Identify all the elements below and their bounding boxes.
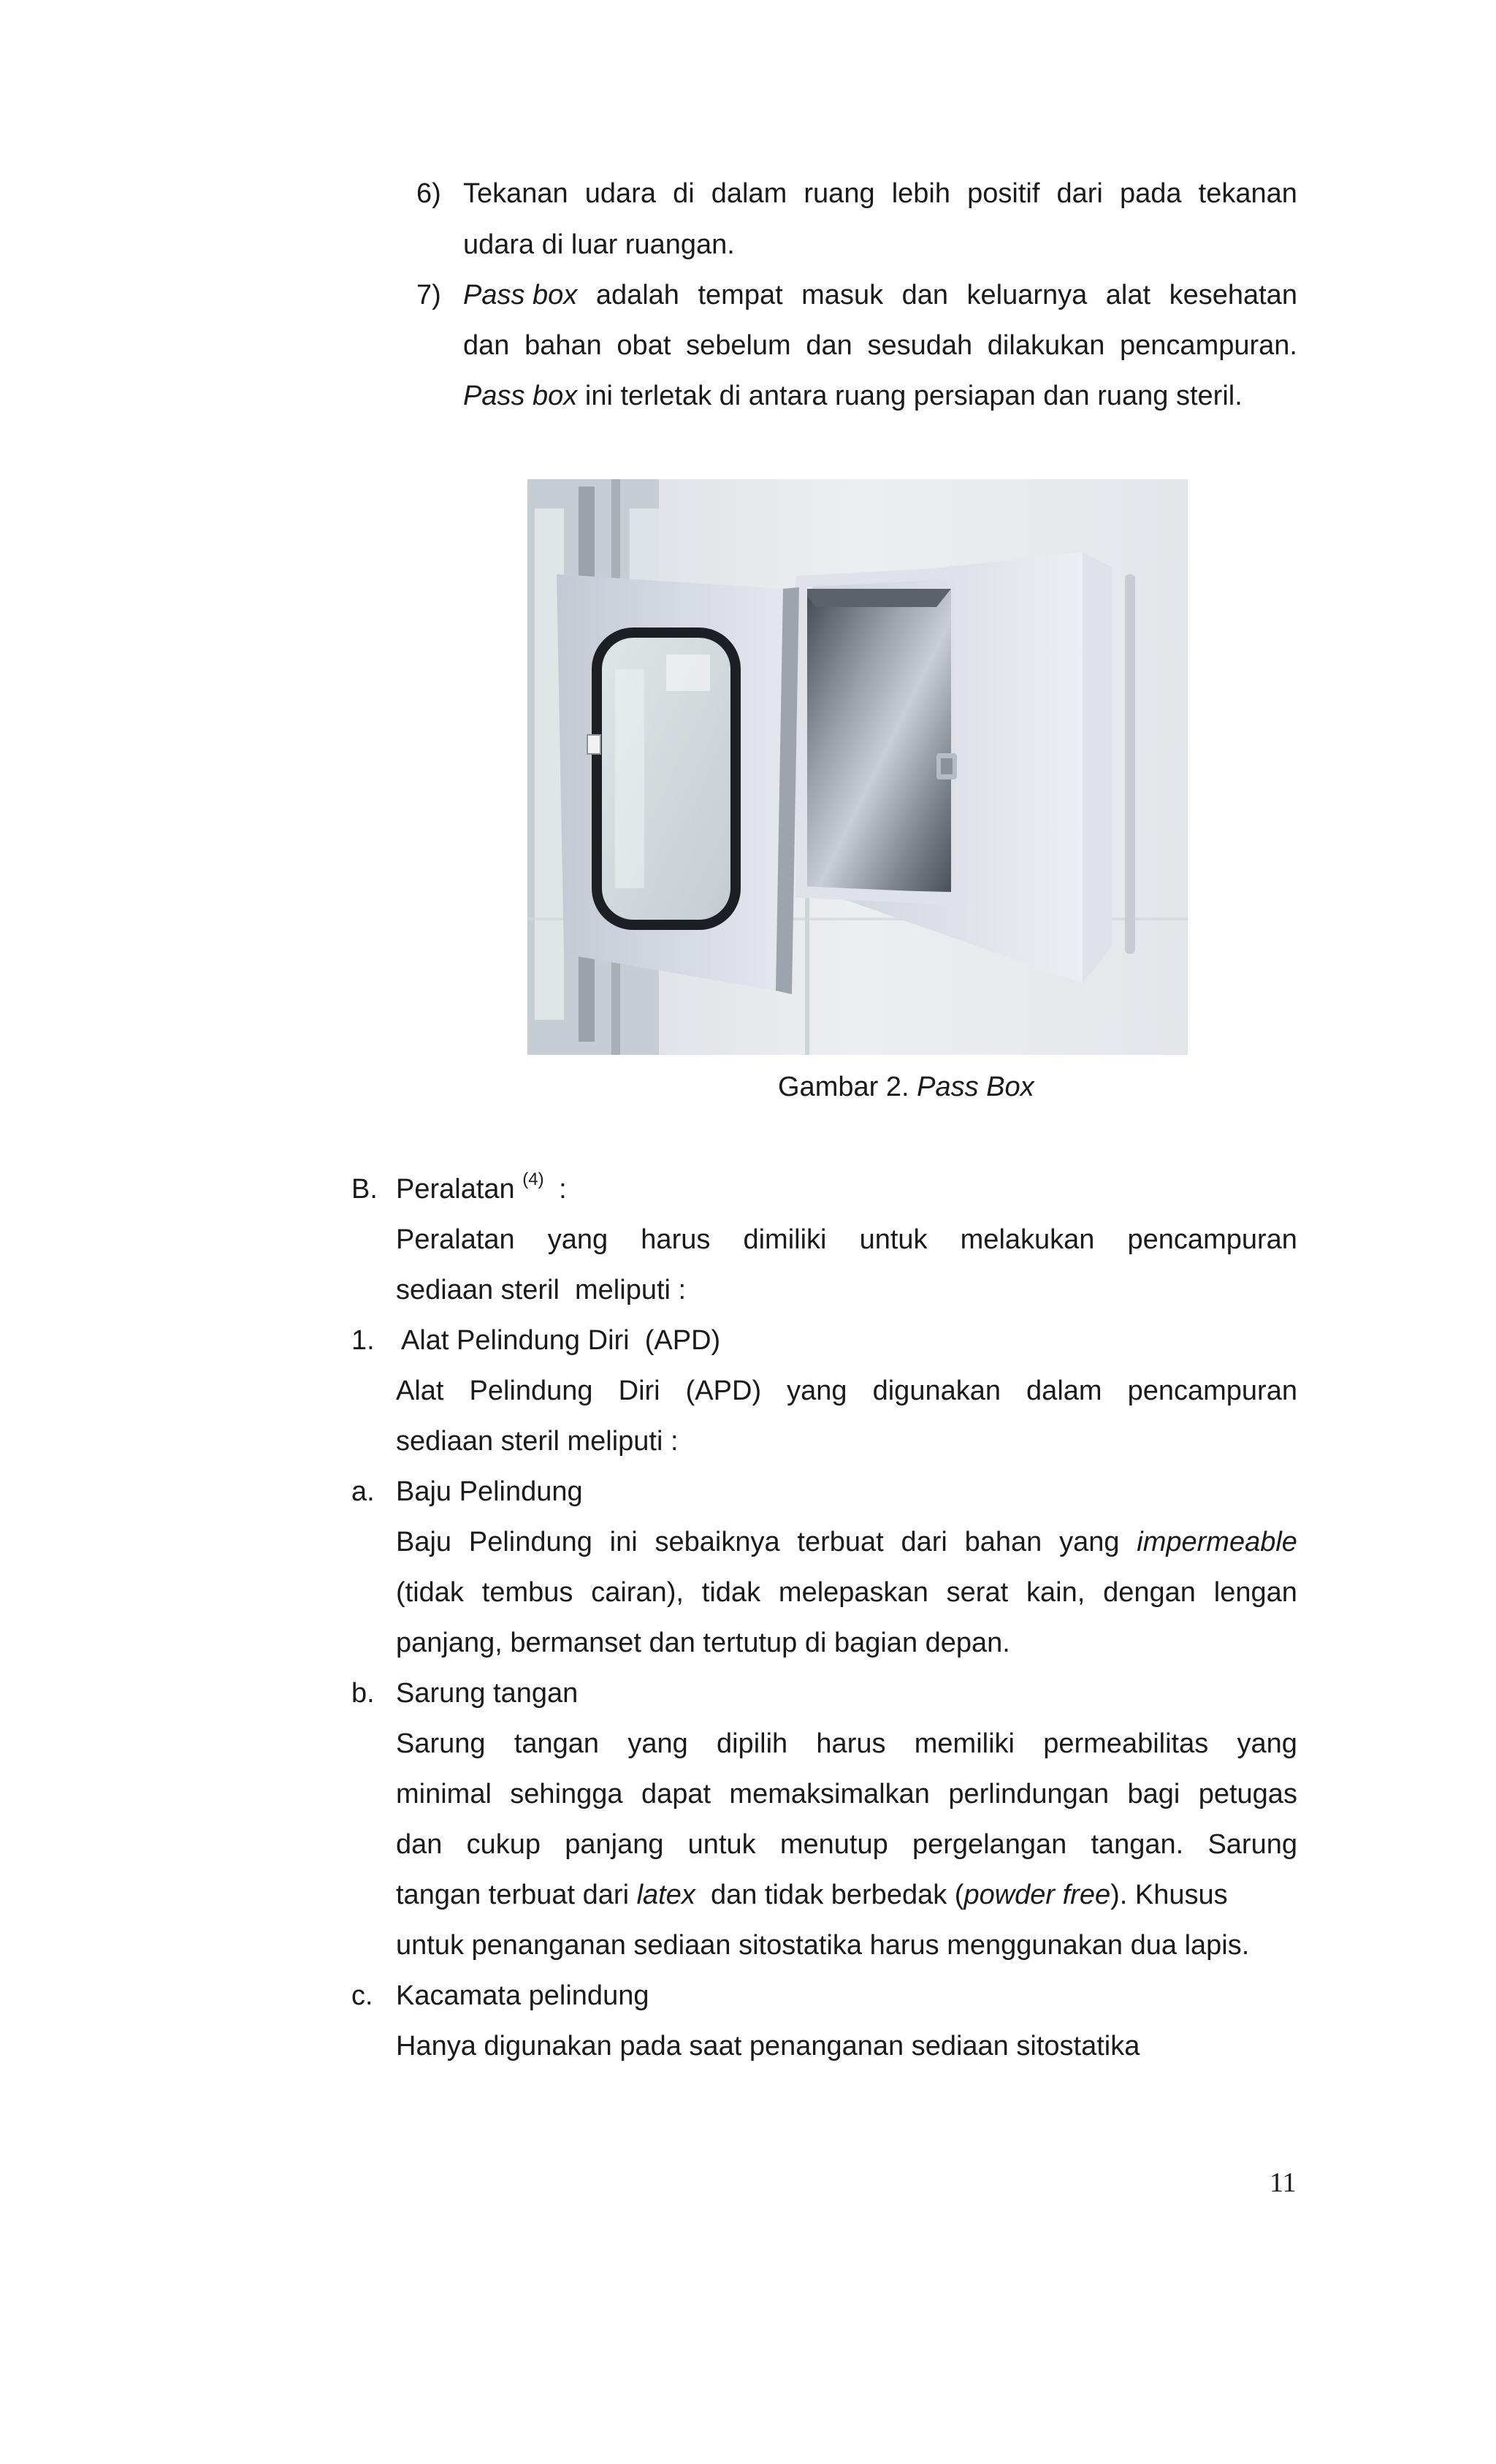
word: dari	[1056, 178, 1103, 209]
text-run: ). Khusus	[1110, 1880, 1228, 1910]
item-a-line-2	[396, 1576, 1297, 1609]
section-b-intro-line-2: sediaan steril meliputi :	[396, 1275, 687, 1305]
item-b-line-3	[396, 1828, 1297, 1861]
word: kain,	[1026, 1577, 1085, 1608]
word: yang	[1059, 1527, 1120, 1557]
word: dengan	[1103, 1577, 1196, 1608]
word: sesudah	[867, 330, 973, 361]
word: udara	[584, 178, 656, 209]
item-b-marker: b.	[351, 1678, 375, 1709]
list-number-6: 6)	[416, 178, 441, 209]
word: sehingga	[510, 1779, 623, 1809]
word: sebaiknya	[654, 1527, 780, 1557]
word: ruang	[804, 178, 875, 209]
word: lebih	[891, 178, 950, 209]
word: obat	[617, 330, 671, 361]
word: Baju	[396, 1527, 452, 1557]
apd-line-2: sediaan steril meliputi :	[396, 1426, 679, 1457]
section-marker: B.	[351, 1174, 378, 1205]
word: tidak	[701, 1577, 761, 1608]
word: memaksimalkan	[729, 1779, 930, 1809]
word: panjang	[565, 1829, 664, 1860]
caption-italic: Pass Box	[917, 1072, 1034, 1102]
word: dipilih	[716, 1728, 788, 1759]
word: dan	[901, 280, 948, 310]
apd-line-1	[396, 1374, 1297, 1408]
word: Diri	[618, 1376, 660, 1406]
word: Pelindung	[469, 1376, 593, 1406]
colon: :	[559, 1174, 567, 1205]
word: kesehatan	[1169, 280, 1297, 310]
word: melepaskan	[778, 1577, 928, 1608]
page-number: 11	[1270, 2167, 1297, 2198]
word: tembus	[481, 1577, 573, 1608]
word-italic: impermeable	[1137, 1527, 1297, 1557]
word: dan	[463, 330, 510, 361]
word: yang	[787, 1376, 847, 1406]
word: dilakukan	[987, 330, 1105, 361]
word: permeabilitas	[1043, 1728, 1209, 1759]
item-a-line-1	[396, 1525, 1297, 1559]
word: digunakan	[872, 1376, 1001, 1406]
word: pergelangan	[912, 1829, 1067, 1860]
text-run: dan tidak berbedak (	[695, 1880, 964, 1910]
item-c-title: Kacamata pelindung	[396, 1980, 649, 2011]
word: bahan	[524, 330, 602, 361]
word: Tekanan	[463, 178, 568, 209]
item-7-line-1	[463, 278, 1297, 312]
word: dimiliki	[743, 1224, 827, 1255]
item-a-title: Baju Pelindung	[396, 1476, 583, 1507]
word: yang	[1237, 1728, 1297, 1759]
word: alat	[1105, 280, 1151, 310]
word: tangan.	[1091, 1829, 1184, 1860]
word: dari	[901, 1527, 947, 1557]
item-7-line-2	[463, 329, 1297, 362]
word: harus	[816, 1728, 886, 1759]
word: adalah	[595, 280, 679, 310]
word: Sarung	[396, 1728, 486, 1759]
item-b-line-5: untuk penanganan sediaan sitostatika harus menggunakan dua lapis.	[396, 1930, 1250, 1961]
list-number-7: 7)	[416, 280, 441, 310]
item-6-line-2: udara di luar ruangan.	[463, 229, 735, 260]
word: dapat	[641, 1779, 711, 1809]
item-a-line-3: panjang, bermanset dan tertutup di bagian depan.	[396, 1628, 1010, 1658]
figure-caption	[778, 1070, 1034, 1104]
word: dalam	[1026, 1376, 1102, 1406]
word-italic: Pass box	[463, 280, 578, 310]
item-b-line-4	[396, 1878, 1228, 1912]
word: dan	[396, 1829, 443, 1860]
word: tekanan	[1198, 178, 1297, 209]
caption-prefix: Gambar 2.	[778, 1072, 909, 1102]
word: dan	[806, 330, 852, 361]
item-c-line-1: Hanya digunakan pada saat penanganan sediaan sitostatika	[396, 2031, 1140, 2061]
word-italic: latex	[636, 1880, 695, 1910]
word: serat	[946, 1577, 1009, 1608]
section-heading	[396, 1172, 567, 1206]
word: cairan),	[591, 1577, 684, 1608]
item-a-marker: a.	[351, 1476, 375, 1507]
word: ini	[609, 1527, 638, 1557]
word: tangan	[514, 1728, 600, 1759]
word: cukup	[466, 1829, 541, 1860]
word: (APD)	[685, 1376, 762, 1406]
word: (tidak	[396, 1577, 464, 1608]
word: Sarung	[1207, 1829, 1297, 1860]
pass-box-photo	[527, 479, 1188, 1055]
word: yang	[627, 1728, 688, 1759]
word: pencampuran	[1127, 1376, 1297, 1406]
apd-title: Alat Pelindung Diri (APD)	[401, 1325, 721, 1356]
word: untuk	[687, 1829, 756, 1860]
item-c-marker: c.	[351, 1980, 373, 2011]
item-b-title: Sarung tangan	[396, 1678, 579, 1709]
word: bahan	[964, 1527, 1042, 1557]
word: sebelum	[686, 330, 791, 361]
word: dalam	[711, 178, 787, 209]
word: pencampuran	[1127, 1224, 1297, 1255]
section-title: Peralatan	[396, 1174, 515, 1205]
item-b-line-1	[396, 1727, 1297, 1761]
word: tempat	[698, 280, 783, 310]
word: menutup	[779, 1829, 888, 1860]
word: perlindungan	[948, 1779, 1110, 1809]
text-run: tangan terbuat dari	[396, 1880, 637, 1910]
word: positif	[967, 178, 1040, 209]
word: memiliki	[914, 1728, 1015, 1759]
section-b-intro-line-1	[396, 1223, 1297, 1256]
word: melakukan	[960, 1224, 1095, 1255]
word: petugas	[1198, 1779, 1297, 1809]
word: harus	[641, 1224, 711, 1255]
word-italic: Pass box	[463, 381, 578, 411]
steel-chamber	[801, 589, 951, 892]
word: yang	[547, 1224, 608, 1255]
word-italic: powder free	[963, 1880, 1111, 1910]
word: bagi	[1127, 1779, 1180, 1809]
word: lengan	[1213, 1577, 1297, 1608]
item-6-line-1	[463, 177, 1297, 210]
word: pada	[1119, 178, 1182, 209]
word: di	[673, 178, 695, 209]
apd-marker: 1.	[351, 1325, 375, 1356]
word: terbuat	[797, 1527, 884, 1557]
word: Peralatan	[396, 1224, 515, 1255]
word: Alat	[396, 1376, 444, 1406]
item-b-line-2	[396, 1777, 1297, 1811]
word: minimal	[396, 1779, 492, 1809]
word: untuk	[859, 1224, 928, 1255]
word: masuk	[801, 280, 884, 310]
word: keluarnya	[966, 280, 1088, 310]
text-run: ini terletak di antara ruang persiapan dan ruang steril.	[584, 381, 1243, 411]
word: Pelindung	[468, 1527, 592, 1557]
item-7-line-3	[463, 379, 1243, 413]
word: pencampuran.	[1120, 330, 1297, 361]
reference-superscript: (4)	[522, 1170, 544, 1189]
